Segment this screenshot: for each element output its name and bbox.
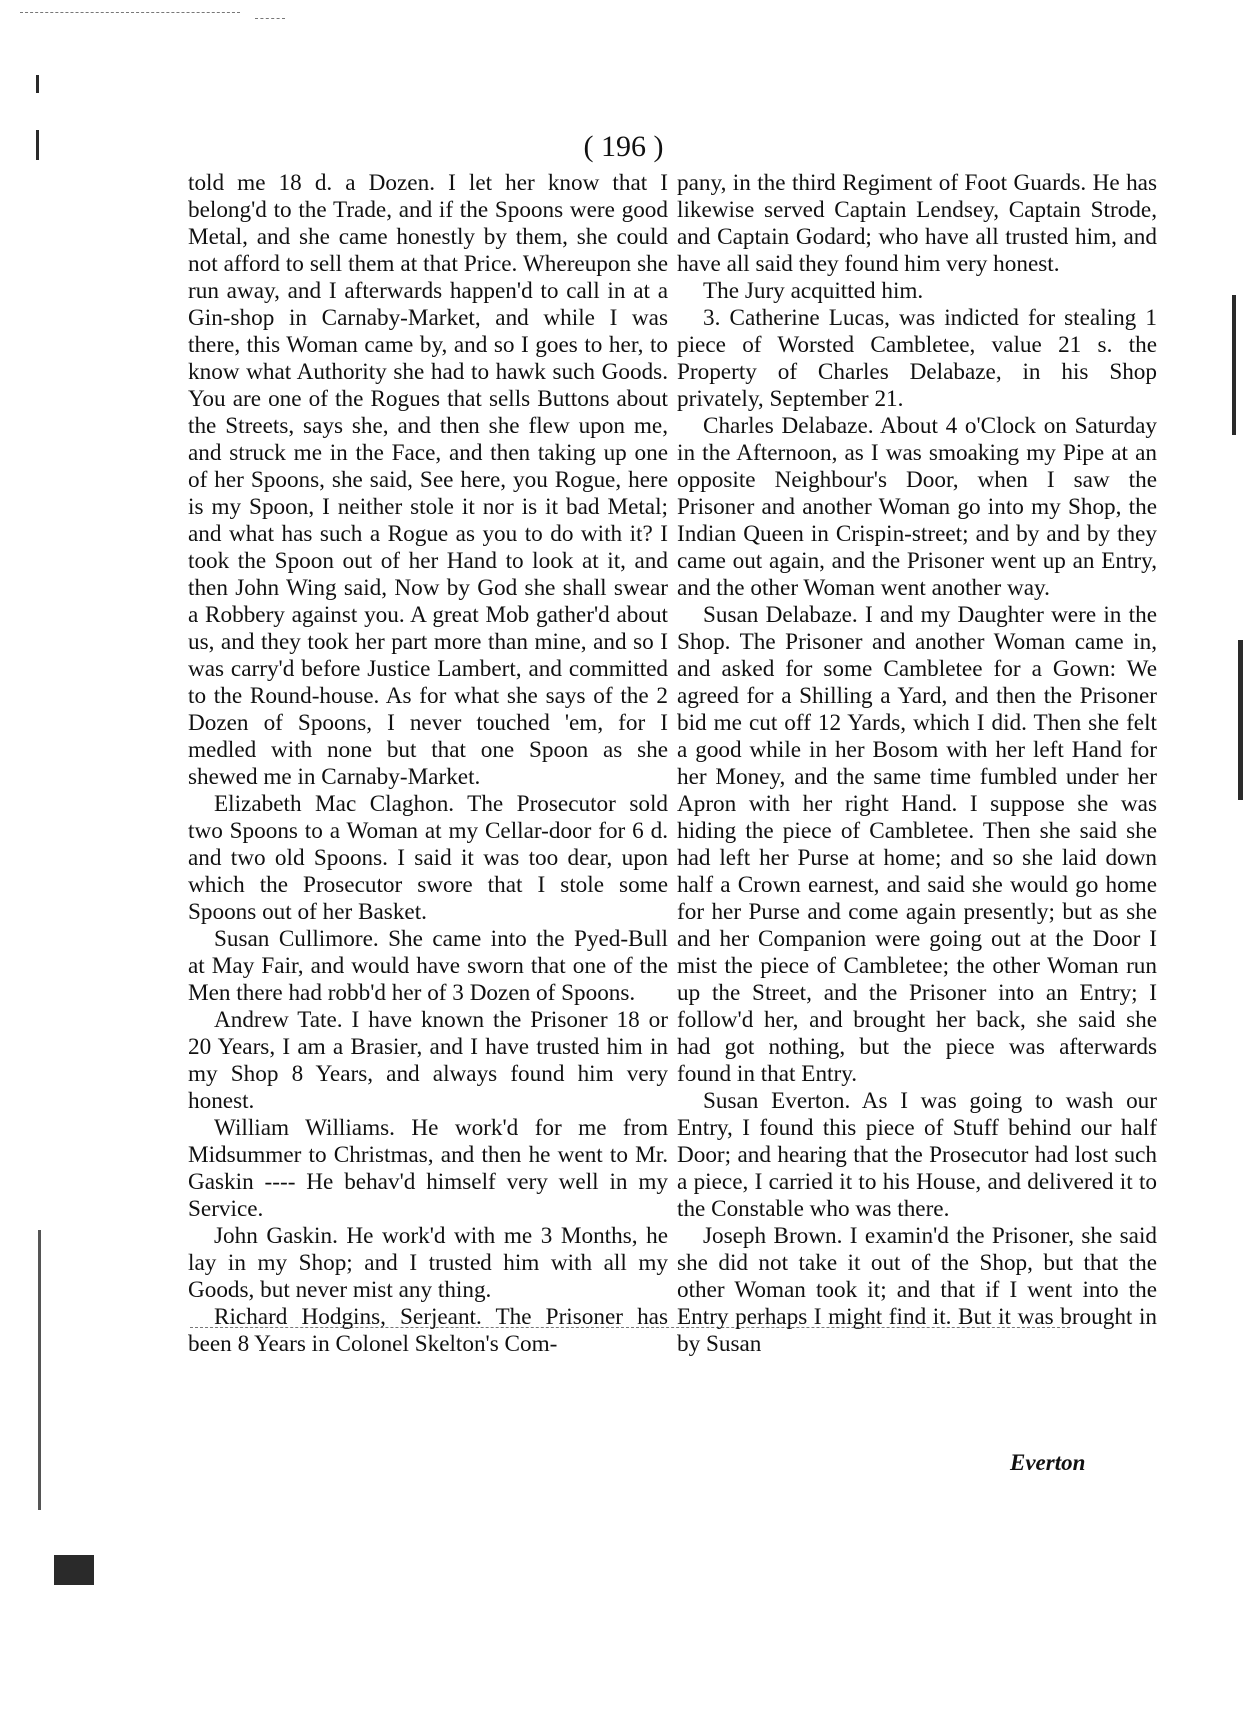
paragraph: Susan Everton. As I was going to wash our Entry, I found this piece of Stuff behind our half Door; and hearing that the Prosecutor had lost such a piece, I carried it to his House, and delivered it to the Constable who was there. bbox=[677, 1088, 1157, 1222]
paragraph: told me 18 d. a Dozen. I let her know that I belong'd to the Trade, and if the Spoons were good Metal, and she came honestly by them, she could not afford to sell them at that Price. Whereupon she run away, and I afterwards happen'd to call in at a Gin-shop in Carnaby-Market, and while I was there, this Woman came by, and so I goes to her, to know what Authority she had to hawk such Goods. You are one of the Rogues that sells Buttons about the Streets, says she, and then she flew upon me, and struck me in the Face, and then taking up one of her Spoons, she said, See here, you Rogue, here is my Spoon, I neither stole it nor is it bad Metal; and what has such a Rogue as you to do with it? I took the Spoon out of her Hand to look at it, and then John Wing said, Now by God she shall swear a Robbery against you. A great Mob gather'd about us, and they took her part more than mine, and so I was carry'd before Justice Lambert, and committed to the Round-house. As for what she says of the 2 Dozen of Spoons, I never touched 'em, for I medled with none but that one Spoon as she shewed me in Carnaby-Market. bbox=[188, 170, 668, 790]
right-column bbox=[677, 170, 1157, 1358]
left-edge-mark bbox=[36, 75, 39, 93]
catchword: Everton bbox=[1010, 1450, 1086, 1475]
paragraph: pany, in the third Regiment of Foot Guards. He has likewise served Captain Lendsey, Captain Strode, and Captain Godard; who have all trusted him, and have all said they found him very honest. bbox=[677, 170, 1157, 277]
paragraph: Charles Delabaze. About 4 o'Clock on Saturday in the Afternoon, as I was smoaking my Pipe at an opposite Neighbour's Door, when I saw the Prisoner and another Woman go into my Shop, the Indian Queen in Crispin-street; and by and by they came out again, and the Prisoner went up an Entry, and the other Woman went another way. bbox=[677, 413, 1157, 601]
bottom-left-blot bbox=[54, 1555, 94, 1585]
page-number: ( 196 ) bbox=[583, 130, 664, 163]
left-edge-mark bbox=[38, 1230, 41, 1510]
paragraph: Elizabeth Mac Claghon. The Prosecutor sold two Spoons to a Woman at my Cellar-door for 6 d. and two old Spoons. I said it was too dear, upon which the Prosecutor swore that I stole some Spoons out of her Basket. bbox=[188, 791, 668, 925]
top-rule-short bbox=[255, 18, 285, 19]
paragraph: William Williams. He work'd for me from Midsummer to Christmas, and then he went to Mr. Gaskin ---- He behav'd himself very well in my Service. bbox=[188, 1115, 668, 1222]
paragraph: John Gaskin. He work'd with me 3 Months, he lay in my Shop; and I trusted him with all my Goods, but never mist any thing. bbox=[188, 1223, 668, 1303]
right-edge-mark bbox=[1238, 640, 1243, 800]
paragraph: Susan Delabaze. I and my Daughter were in the Shop. The Prisoner and another Woman came in, and asked for some Cambletee for a Gown: We agreed for a Shilling a Yard, and then the Prisoner bid me cut off 12 Yards, which I did. Then she felt a good while in her Bosom with her left Hand for her Money, and the same time fumbled under her Apron with her right Hand. I suppose she was hiding the piece of Cambletee. Then she said she had left her Purse at home; and so she laid down half a Crown earnest, and said she would go home for her Purse and come again presently; but as she and her Companion were going out at the Door I mist the piece of Cambletee; the other Woman run up the Street, and the Prisoner into an Entry; I follow'd her, and brought her back, she said she had got nothing, but the piece was afterwards found in that Entry. bbox=[677, 602, 1157, 1087]
paragraph: Andrew Tate. I have known the Prisoner 18 or 20 Years, I am a Brasier, and I have trusted him in my Shop 8 Years, and always found him very honest. bbox=[188, 1007, 668, 1114]
left-column bbox=[188, 170, 668, 1358]
paragraph: Susan Cullimore. She came into the Pyed-Bull at May Fair, and would have sworn that one of the Men there had robb'd her of 3 Dozen of Spoons. bbox=[188, 926, 668, 1006]
top-rule bbox=[20, 12, 240, 13]
paragraph: Joseph Brown. I examin'd the Prisoner, she said she did not take it out of the Shop, but that the other Woman took it; and that if I went into the Entry perhaps I might find it. But it was brought in by Susan bbox=[677, 1223, 1157, 1357]
paragraph: 3. Catherine Lucas, was indicted for stealing 1 piece of Worsted Cambletee, value 21 s. the Property of Charles Delabaze, in his Shop privately, September 21. bbox=[677, 305, 1157, 412]
paragraph: The Jury acquitted him. bbox=[703, 278, 924, 304]
paragraph: Richard Hodgins, Serjeant. The Prisoner has been 8 Years in Colonel Skelton's Com- bbox=[188, 1304, 668, 1357]
right-edge-mark bbox=[1232, 295, 1236, 435]
